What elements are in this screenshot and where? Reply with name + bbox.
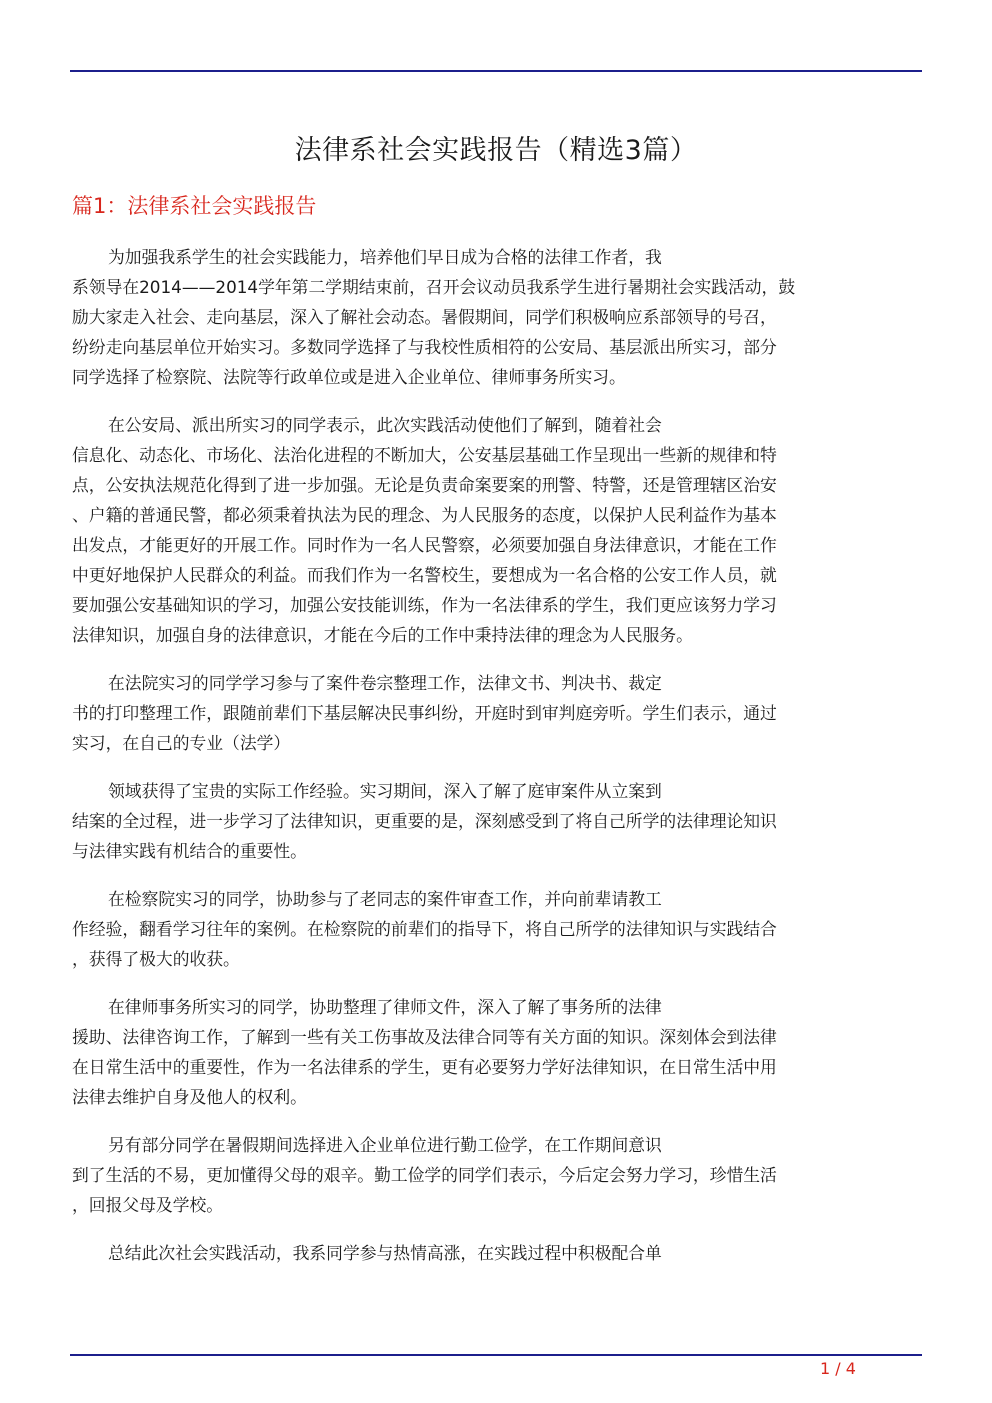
paragraph-line: 结案的全过程，进一步学习了法律知识，更重要的是，深刻感受到了将自己所学的法律理论知识 [72, 811, 777, 831]
paragraph-line: 总结此次社会实践活动，我系同学参与热情高涨，在实践过程中积极配合单 [108, 1243, 662, 1263]
footer-rule [70, 1354, 922, 1356]
paragraph-line: 书的打印整理工作，跟随前辈们下基层解决民事纠纷，开庭时到审判庭旁听。学生们表示，通过 [72, 703, 777, 723]
paragraph-line: 作经验，翻看学习往年的案例。在检察院的前辈们的指导下，将自己所学的法律知识与实践结合 [72, 919, 777, 939]
paragraph-line: ，获得了极大的收获。 [72, 949, 240, 969]
paragraph [72, 1238, 912, 1268]
paragraph [72, 242, 912, 392]
paragraph [72, 668, 912, 758]
paragraph-line: 同学选择了检察院、法院等行政单位或是进入企业单位、律师事务所实习。 [72, 367, 626, 387]
paragraph-line: 在法院实习的同学学习参与了案件卷宗整理工作，法律文书、判决书、裁定 [108, 673, 662, 693]
paragraph-line: ，回报父母及学校。 [72, 1195, 224, 1215]
paragraph-line: 信息化、动态化、市场化、法治化进程的不断加大，公安基层基础工作呈现出一些新的规律和特 [72, 445, 777, 465]
paragraph-line: 在公安局、派出所实习的同学表示，此次实践活动使他们了解到，随着社会 [108, 415, 662, 435]
paragraph-line: 励大家走入社会、走向基层，深入了解社会动态。暑假期间，同学们积极响应系部领导的号召， [72, 307, 777, 327]
paragraph-line: 另有部分同学在暑假期间选择进入企业单位进行勤工俭学，在工作期间意识 [108, 1135, 662, 1155]
paragraph-line: 援助、法律咨询工作，了解到一些有关工伤事故及法律合同等有关方面的知识。深刻体会到法律 [72, 1027, 777, 1047]
paragraph-line: 为加强我系学生的社会实践能力，培养他们早日成为合格的法律工作者，我 [108, 247, 662, 267]
paragraph-line: 法律去维护自身及他人的权利。 [72, 1087, 307, 1107]
paragraph-line: 与法律实践有机结合的重要性。 [72, 841, 307, 861]
paragraph [72, 884, 912, 974]
paragraph-line: 要加强公安基础知识的学习，加强公安技能训练，作为一名法律系的学生，我们更应该努力学习 [72, 595, 777, 615]
paragraph-line: 实习，在自己的专业（法学） [72, 733, 291, 753]
paragraph-line: 领域获得了宝贵的实际工作经验。实习期间，深入了解了庭审案件从立案到 [108, 781, 662, 801]
section-heading: 篇1：法律系社会实践报告 [72, 194, 317, 218]
document-title: 法律系社会实践报告（精选3篇） [294, 135, 698, 166]
paragraph [72, 1130, 912, 1220]
paragraph [72, 410, 912, 650]
paragraph-line: 到了生活的不易，更加懂得父母的艰辛。勤工俭学的同学们表示，今后定会努力学习，珍惜生活 [72, 1165, 777, 1185]
paragraph-line: 在检察院实习的同学，协助参与了老同志的案件审查工作，并向前辈请教工 [108, 889, 662, 909]
document-body [72, 242, 912, 1286]
paragraph [72, 776, 912, 866]
header-rule [70, 70, 922, 72]
paragraph-line: 在日常生活中的重要性，作为一名法律系的学生，更有必要努力学好法律知识，在日常生活中用 [72, 1057, 777, 1077]
page-number: 1 / 4 [820, 1359, 856, 1378]
paragraph-line: 法律知识，加强自身的法律意识，才能在今后的工作中秉持法律的理念为人民服务。 [72, 625, 693, 645]
paragraph-line: 点，公安执法规范化得到了进一步加强。无论是负责命案要案的刑警、特警，还是管理辖区治安 [72, 475, 777, 495]
paragraph-line: 中更好地保护人民群众的利益。而我们作为一名警校生，要想成为一名合格的公安工作人员，就 [72, 565, 777, 585]
paragraph-line: 系领导在2014——2014学年第二学期结束前，召开会议动员我系学生进行暑期社会实践活动，鼓 [72, 277, 796, 297]
paragraph-line: 、户籍的普通民警，都必须秉着执法为民的理念、为人民服务的态度，以保护人民利益作为基本 [72, 505, 777, 525]
paragraph-line: 在律师事务所实习的同学，协助整理了律师文件，深入了解了事务所的法律 [108, 997, 662, 1017]
paragraph [72, 992, 912, 1112]
paragraph-line: 纷纷走向基层单位开始实习。多数同学选择了与我校性质相符的公安局、基层派出所实习，部分 [72, 337, 777, 357]
paragraph-line: 出发点，才能更好的开展工作。同时作为一名人民警察，必须要加强自身法律意识，才能在工作 [72, 535, 777, 555]
